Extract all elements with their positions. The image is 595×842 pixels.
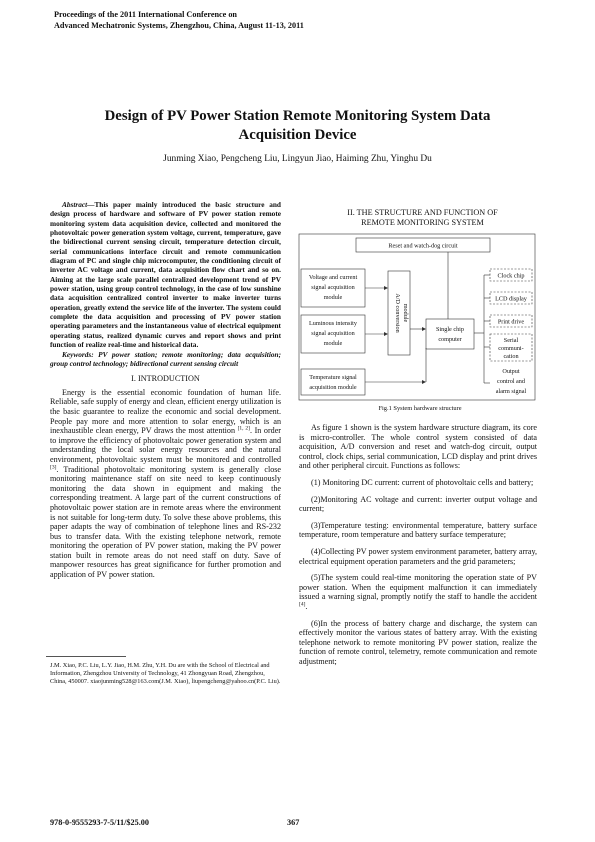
mcu-box (426, 319, 474, 349)
output-label-line3: alarm signal (495, 388, 527, 395)
keywords (50, 350, 281, 369)
output-label-line1: Output (502, 368, 520, 375)
print-drive-label: Print drive (497, 318, 525, 326)
system-hardware-diagram (298, 233, 538, 403)
luminous-module-line1: Luminous intensity (309, 320, 357, 327)
mcu-label-line2: computer (438, 336, 462, 343)
function-item-5 (299, 573, 537, 611)
proceedings-header-line1: Proceedings of the 2011 International Conference on (54, 10, 237, 19)
intro-text-a: Energy is the essential economic foundation of human life. Reliable, safe supply of energy and clean, efficient energy utilization is the basic guarantee to realize the economic and social development. People pay more and more attention to solar energy, which is an inexhaustible clean energy, PV draws the most attention (50, 387, 281, 436)
figure-caption: Fig.1 System hardware structure (378, 405, 462, 412)
structure-intro-paragraph: As figure 1 shown is the system hardware structure diagram, its core is micro-controller. The whole control system consisted of data acquisition, A/D conversion and reset and watch-dog circuit, output control, clock chips, serial communication, LCD display and print drives and other peripheral circuit. Functions as follows: (299, 423, 537, 471)
lcd-display-label: LCD display (495, 295, 527, 303)
proceedings-header-line2: Advanced Mechatronic Systems, Zhengzhou, China, August 11-13, 2011 (54, 21, 304, 30)
abstract (50, 200, 281, 350)
voltage-module-line3: module (323, 294, 343, 301)
left-column (50, 200, 281, 580)
citation-4: [4] (299, 601, 306, 608)
right-column (299, 423, 537, 673)
function-item-5-end: . (305, 601, 308, 611)
temperature-module-line1: Temperature signal (309, 374, 357, 381)
keywords-label: Keywords: (62, 349, 94, 359)
function-item-4: (4)Collecting PV power system environment parameter, battery array, electrical equipment operation parameters and the grid parameters; (299, 546, 537, 566)
serial-label-line3: cation (503, 353, 519, 360)
reset-watchdog-label: Reset and watch-dog circuit (388, 242, 458, 250)
function-item-3: (3)Temperature testing: environmental temperature, battery surface temperature, room temperature and battery surface temperature; (299, 520, 537, 540)
isbn-footer: 978-0-9555293-7-5/11/$25.00 (50, 818, 149, 827)
section2-heading-line1: II. THE STRUCTURE AND FUNCTION OF (347, 208, 498, 217)
section-heading-structure (310, 208, 535, 228)
function-item-5-text: (5)The system could real-time monitoring the operation state of PV power station. When the equipment malfunction it can immediately issued a warning signal, promptly notify the staff to handle the accident (299, 573, 537, 602)
arrow-luminous-to-adc (384, 332, 388, 336)
intro-paragraph (50, 388, 281, 580)
function-item-2: (2)Monitoring AC voltage and current: inverter output voltage and current; (299, 494, 537, 514)
serial-label-line2: communi- (498, 345, 524, 352)
arrow-adc-to-mcu (422, 327, 426, 331)
adc-label-line1: A/D conversion (394, 293, 401, 333)
arrow-temperature-to-mcu (422, 380, 426, 384)
luminous-module-line3: module (323, 340, 343, 347)
intro-text-c: . Traditional photovoltaic monitoring system is generally close monitoring maintenance staff on site need to keep continuously monitoring the data shown in equipment and making the corresponding treatment. A large part of the current constructions of photovoltaic power station are in remote areas where the environment is not suitable for long-term duty. To solve these above problems, this paper adapts the way of combination of telephone lines and RS-232 bus to transfer data. With the existing telephone network, remote monitoring the operation of PV power station, making the PV power station built in remote areas do not need staff on duty. Save of manpower resources has great significance for further promotion and application of PV power station. (50, 464, 281, 580)
section-heading-introduction: I. INTRODUCTION (131, 374, 200, 384)
page-number: 367 (287, 818, 300, 827)
title-line2: Acquisition Device (238, 127, 357, 143)
clock-chip-label: Clock chip (497, 272, 525, 280)
function-item-6: (6)In the process of battery charge and discharge, the system can effectively monitor the various states of battery array. With the existing telephone network to remote monitoring PV power station, realize the function of remote control, telemetry, remote communication and remote adjustment; (299, 618, 537, 666)
author-list: Junming Xiao, Pengcheng Liu, Lingyun Jiao, Haiming Zhu, Yinghu Du (163, 154, 432, 164)
voltage-module-line1: Voltage and current (308, 274, 358, 281)
intro-text-b: . In order to improve the efficiency of photovoltaic power generation system and understanding the local solar energy resources and the natural environment, photovoltaic system must be monitored and controlled (50, 426, 281, 464)
citation-1-2: [1, 2] (237, 425, 251, 432)
adc-label-line2: module (402, 303, 409, 323)
abstract-label: Abstract (62, 200, 88, 209)
footnote-rule (46, 656, 126, 657)
keywords-text: PV power station; remote monitoring; data acquisition; group control technology; bidirectional current sensing circuit (50, 349, 281, 368)
serial-label-line1: Serial (503, 337, 519, 344)
arrow-voltage-to-adc (384, 286, 388, 290)
citation-3: [3] (50, 463, 57, 470)
function-item-1: (1) Monitoring DC current: current of photovoltaic cells and battery; (311, 477, 534, 487)
title-line1: Design of PV Power Station Remote Monitoring System Data (104, 108, 491, 124)
author-footnote: J.M. Xiao, P.C. Liu, L.Y. Jiao, H.M. Zhu, Y.H. Du are with the School of Electrical and Information, Zhengzhou University of Technology, 41 Zhongyuan Road, Zhengzhou, China, 450007. xiaojunming528@163.com(J.M. Xiao), liupengcheng@yahoo.cn(P.C. Liu). (50, 662, 281, 685)
voltage-module-line2: signal acquisition (311, 284, 355, 291)
paper-title (60, 107, 535, 145)
temperature-module-line2: acquisition module (309, 384, 357, 391)
mcu-label-line1: Single chip (435, 326, 465, 333)
luminous-module-line2: signal acquisition (311, 330, 355, 337)
abstract-text: —This paper mainly introduced the basic structure and design process of hardware and software of PV power station remote monitoring system data acquisition device, collected and monitored the photovoltaic power generation system voltage, current, temperature, gave the bidirectional current sensing circuit, temperature detection circuit, serial communications interface circuit and remote communication diagram of PC and single chip microcomputer, the conditioning circuit of inverter AC voltage and current, data acquisition flow chart and so on. Aiming at the large scale parallel centralized development trend of PV power station, using group control technology, in the case of low sunshine data acquisition centralized control inverter to make inverter turns operation, greatly extend the service life of the inverter. The system could complete the data acquisition and processing of PV power station operating parameters and the instantaneous value of electrical equipment operating status, realized dynamic curves and report shows and print function of realize real-time and historical data. (50, 200, 281, 350)
temperature-module-box (301, 369, 365, 395)
section2-heading-line2: REMOTE MONITORING SYSTEM (361, 218, 484, 227)
output-label-line2: control and (496, 378, 526, 385)
